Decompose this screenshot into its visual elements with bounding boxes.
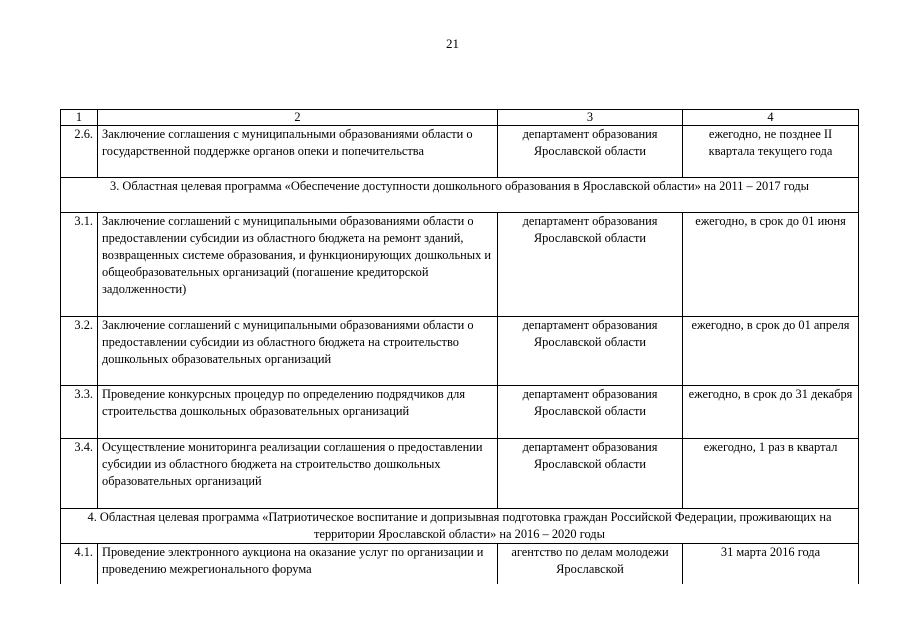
- row-number: 3.1.: [61, 213, 98, 317]
- row-deadline: ежегодно, 1 раз в квартал: [683, 439, 859, 509]
- section-row: [61, 509, 859, 544]
- table-row: [61, 386, 859, 439]
- row-number: 4.1.: [61, 544, 98, 584]
- row-action: Осуществление мониторинга реализации соглашения о предоставлении субсидии из областного бюджета на строительство дошкольных образовательных организаций: [98, 439, 498, 509]
- row-deadline: 31 марта 2016 года: [683, 544, 859, 584]
- table-row: [61, 317, 859, 386]
- table-row: [61, 213, 859, 317]
- header-col-3: 3: [498, 110, 683, 126]
- header-col-1: 1: [61, 110, 98, 126]
- table-row: [61, 544, 859, 584]
- row-executor: агентство по делам молодежи Ярославской: [498, 544, 683, 584]
- table-row: [61, 439, 859, 509]
- section-row: [61, 178, 859, 213]
- page-number: 21: [446, 36, 459, 51]
- plan-table: [60, 109, 859, 584]
- row-action: Заключение соглашения с муниципальными образованиями области о государственной поддержке органов опеки и попечительства: [98, 126, 498, 178]
- row-deadline: ежегодно, не позднее II квартала текущего года: [683, 126, 859, 178]
- header-col-2: 2: [98, 110, 498, 126]
- row-number: 2.6.: [61, 126, 98, 178]
- row-deadline: ежегодно, в срок до 01 июня: [683, 213, 859, 317]
- row-number: 3.2.: [61, 317, 98, 386]
- row-executor: департамент образования Ярославской области: [498, 386, 683, 439]
- row-executor: департамент образования Ярославской области: [498, 439, 683, 509]
- row-action: Заключение соглашений с муниципальными образованиями области о предоставлении субсидии из областного бюджета на ремонт зданий, возвращенных системе образования, и функционирующих дошкольных и общеобразовательных организаций (погашение кредиторской задолженности): [98, 213, 498, 317]
- row-deadline: ежегодно, в срок до 31 декабря: [683, 386, 859, 439]
- row-number: 3.4.: [61, 439, 98, 509]
- row-action: Заключение соглашений с муниципальными образованиями области о предоставлении субсидии из областного бюджета на строительство дошкольных образовательных организаций: [98, 317, 498, 386]
- section-title: 3. Областная целевая программа «Обеспечение доступности дошкольного образования в Ярославской области» на 2011 – 2017 годы: [61, 178, 859, 213]
- row-executor: департамент образования Ярославской области: [498, 213, 683, 317]
- row-executor: департамент образования Ярославской области: [498, 317, 683, 386]
- section-title: 4. Областная целевая программа «Патриотическое воспитание и допризывная подготовка граждан Российской Федерации, проживающих на территории Ярославской области» на 2016 – 2020 годы: [61, 509, 859, 544]
- row-action: Проведение электронного аукциона на оказание услуг по организации и проведению межрегионального форума: [98, 544, 498, 584]
- table-header-row: [61, 110, 859, 126]
- row-executor: департамент образования Ярославской области: [498, 126, 683, 178]
- header-col-4: 4: [683, 110, 859, 126]
- table-row: [61, 126, 859, 178]
- row-number: 3.3.: [61, 386, 98, 439]
- row-action: Проведение конкурсных процедур по определению подрядчиков для строительства дошкольных образовательных организаций: [98, 386, 498, 439]
- row-deadline: ежегодно, в срок до 01 апреля: [683, 317, 859, 386]
